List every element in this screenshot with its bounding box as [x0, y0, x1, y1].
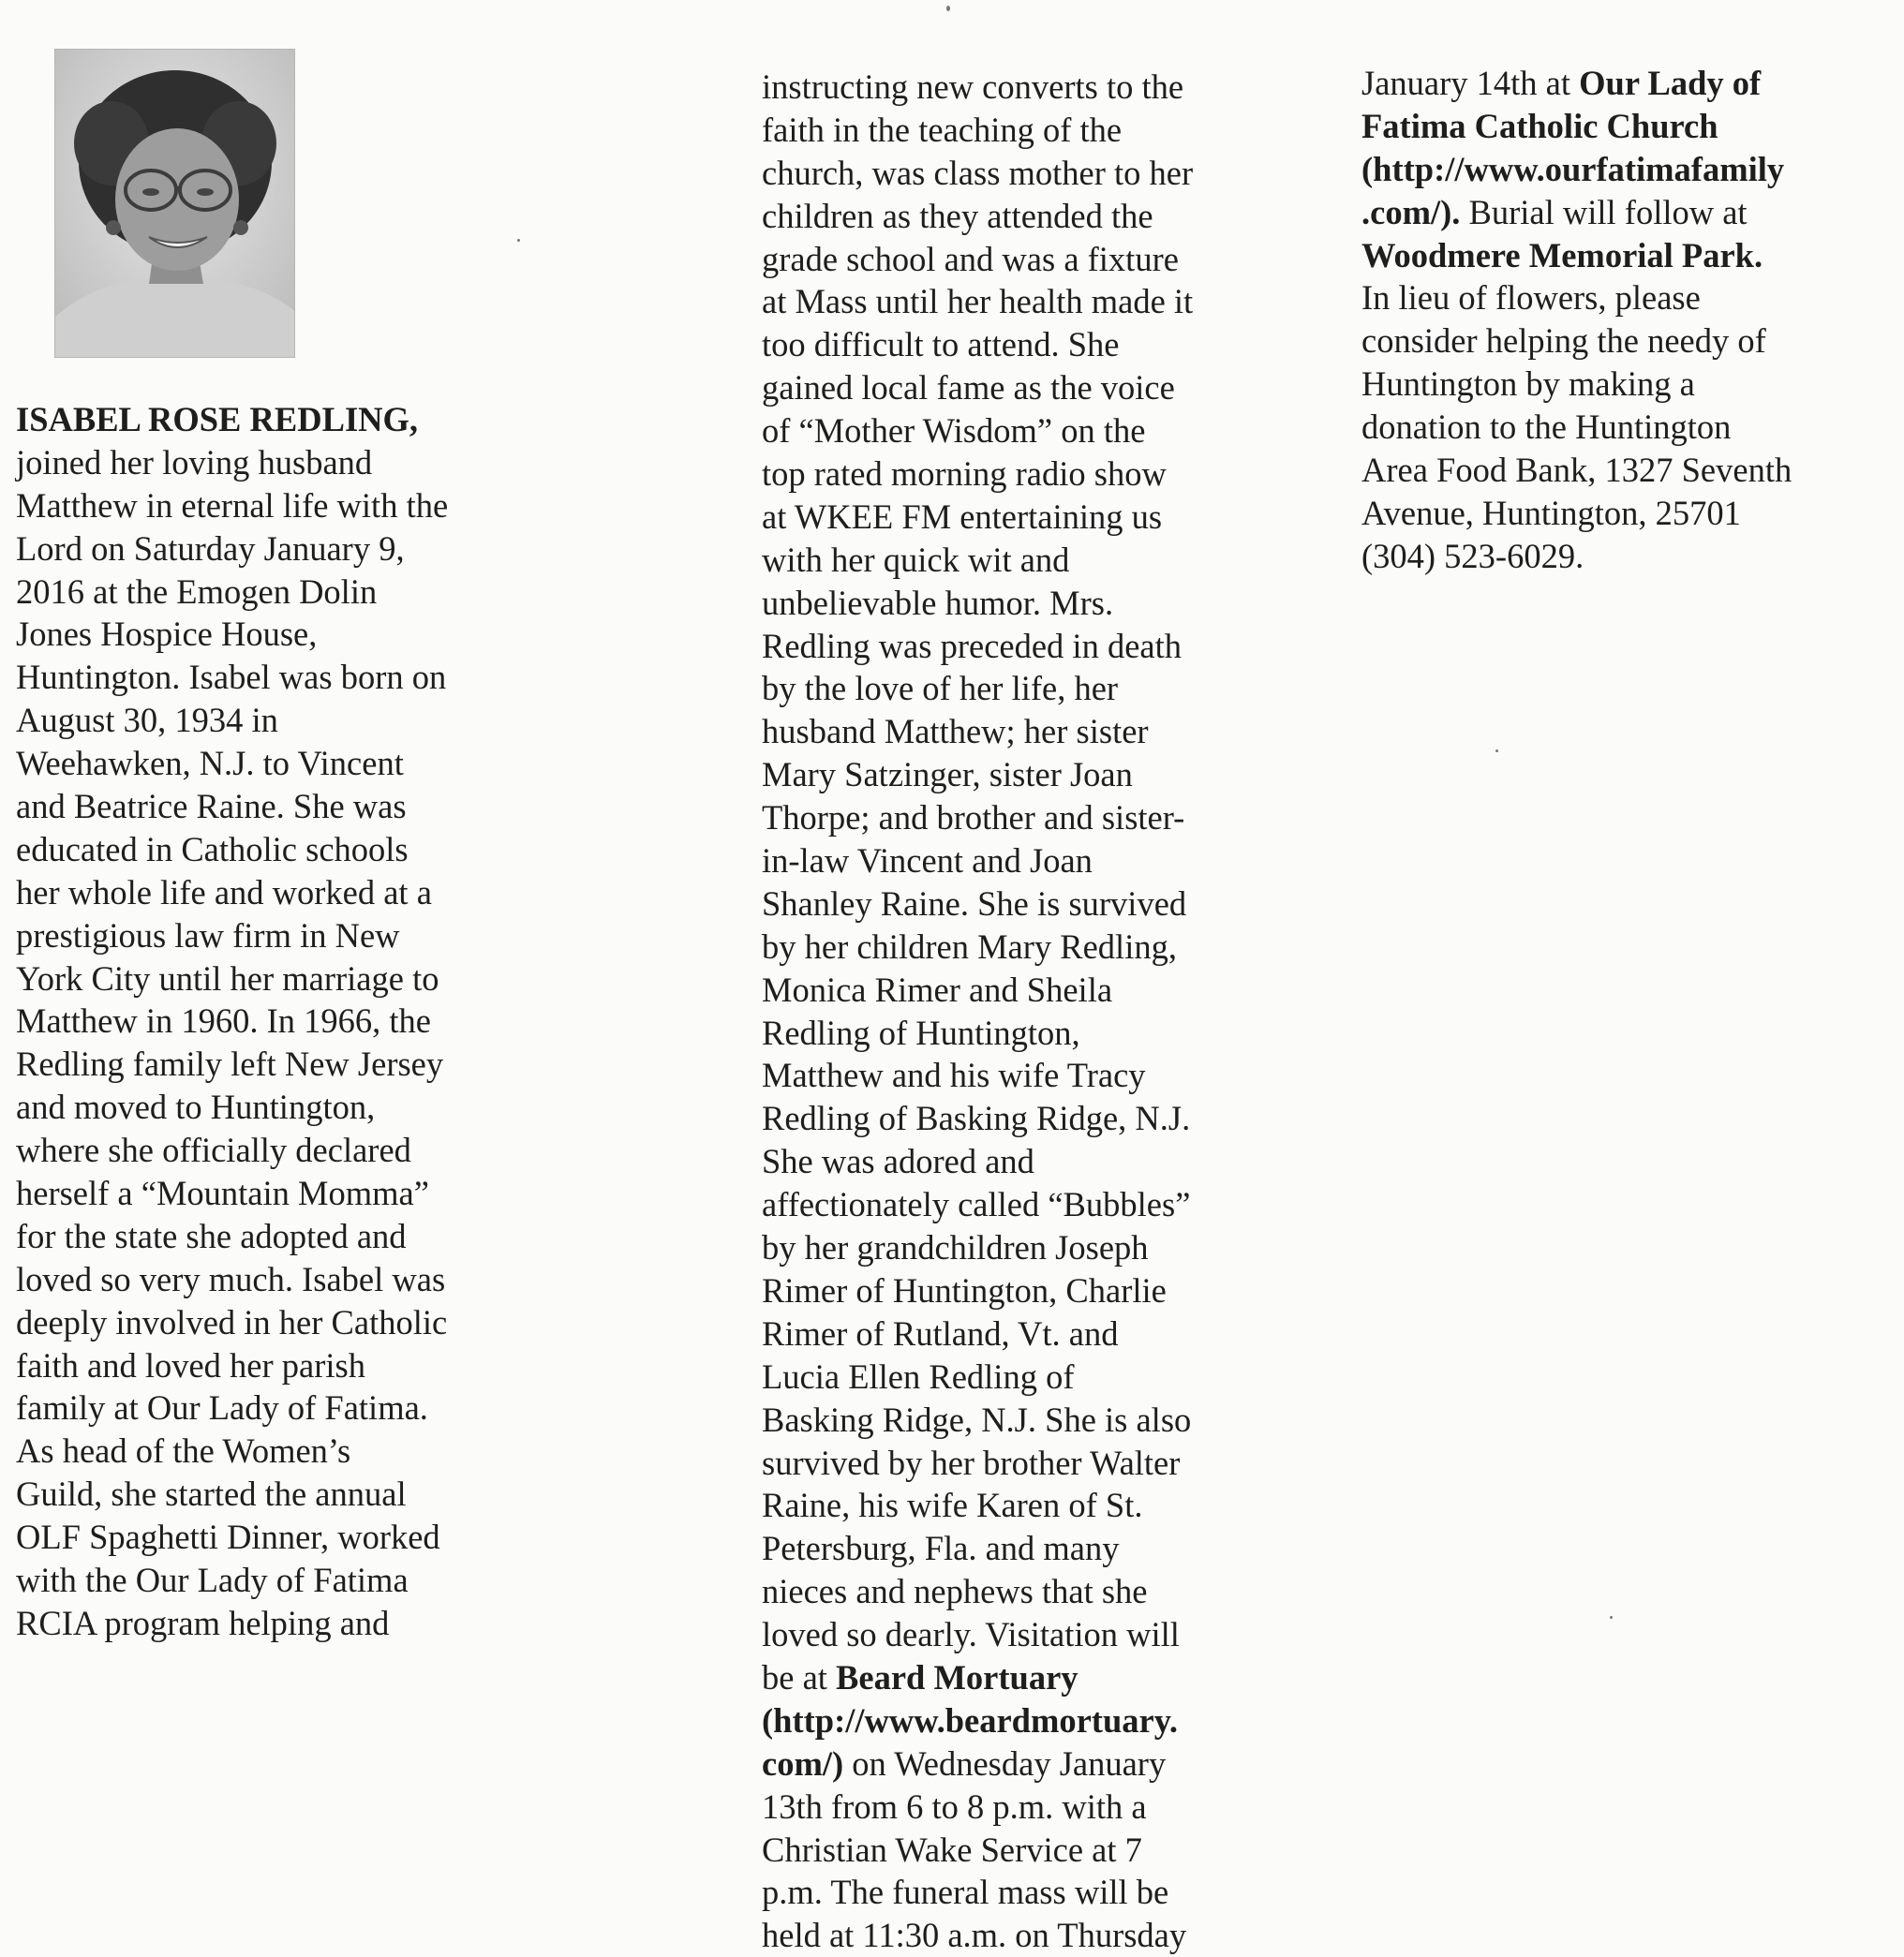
text-line: [762, 1527, 1249, 1570]
text-segment: of “Mother Wisdom” on the: [762, 411, 1146, 451]
text-segment: by the love of her life, her: [762, 669, 1119, 708]
text-segment: Weehawken, N.J. to Vincent: [16, 744, 404, 783]
text-line: [16, 828, 503, 871]
text-segment: faith and loved her parish: [16, 1345, 365, 1385]
text-line: [762, 1442, 1249, 1485]
text-segment: faith in the teaching of the: [762, 110, 1123, 149]
text-line: [16, 1559, 503, 1602]
text-line: [16, 1043, 503, 1086]
text-segment: for the state she adopted and: [16, 1216, 407, 1255]
text-line: [1361, 276, 1849, 319]
text-line: [16, 1386, 503, 1430]
text-segment: Redling of Basking Ridge, N.J.: [762, 1099, 1191, 1138]
bold-text-segment: ISABEL ROSE REDLING,: [16, 400, 419, 438]
text-segment: Mary Satzinger, sister Joan: [762, 755, 1133, 794]
text-line: [1361, 492, 1849, 535]
text-line: [16, 1602, 503, 1645]
text-segment: As head of the Women’s: [16, 1431, 351, 1471]
text-segment: loved so dearly. Visitation will: [762, 1615, 1180, 1654]
text-line: [762, 753, 1249, 796]
text-segment: Guild, she started the annual: [16, 1475, 407, 1514]
text-line: [762, 710, 1249, 753]
text-segment: Area Food Bank, 1327 Seventh: [1361, 451, 1792, 490]
scan-speck: [517, 239, 520, 242]
text-segment: p.m. The funeral mass will be: [762, 1873, 1169, 1912]
text-segment: loved so very much. Isabel was: [16, 1259, 446, 1298]
text-line: [762, 1484, 1249, 1527]
text-segment: Huntington. Isabel was born on: [16, 658, 447, 697]
text-segment: church, was class mother to her: [762, 153, 1194, 192]
text-segment: Matthew and his wife Tracy: [762, 1056, 1146, 1095]
text-line: [16, 571, 503, 614]
text-line: [1361, 234, 1849, 277]
text-segment: Lucia Ellen Redling of: [762, 1357, 1075, 1396]
text-line: [16, 527, 503, 571]
text-line: [16, 441, 503, 484]
text-line: [16, 1172, 503, 1215]
text-segment: RCIA program helping and: [16, 1603, 390, 1642]
bold-text-segment: (http://www.ourfatimafamily: [1361, 149, 1785, 188]
bold-text-segment: Our Lady of: [1579, 64, 1762, 102]
text-line: [762, 152, 1249, 195]
text-line: [1361, 319, 1849, 363]
text-line: [762, 195, 1249, 238]
text-segment: donation to the Huntington: [1361, 408, 1732, 447]
text-line: [16, 1258, 503, 1301]
text-line: [1361, 62, 1849, 105]
text-line: [762, 323, 1249, 366]
text-segment: January 14th at: [1361, 64, 1580, 102]
text-line: [762, 539, 1249, 582]
text-line: [1361, 191, 1849, 234]
text-segment: Christian Wake Service at 7: [762, 1830, 1142, 1869]
text-segment: Matthew in 1960. In 1966, the: [16, 1001, 432, 1041]
text-segment: too difficult to attend. She: [762, 325, 1120, 364]
text-segment: 13th from 6 to 8 p.m. with a: [762, 1787, 1147, 1826]
text-segment: Avenue, Huntington, 25701: [1361, 493, 1741, 532]
text-segment: instructing new converts to the: [762, 67, 1184, 106]
text-segment: August 30, 1934 in: [16, 701, 278, 740]
text-line: [762, 926, 1249, 969]
text-segment: by her children Mary Redling,: [762, 927, 1177, 966]
text-segment: Huntington by making a: [1361, 364, 1695, 404]
text-segment: (304) 523-6029.: [1361, 536, 1584, 575]
text-segment: Redling of Huntington,: [762, 1013, 1080, 1052]
text-segment: Rimer of Rutland, Vt. and: [762, 1313, 1119, 1353]
text-line: [762, 1183, 1249, 1226]
text-line: [762, 1097, 1249, 1140]
text-segment: prestigious law firm in New: [16, 915, 400, 955]
text-line: [762, 582, 1249, 625]
bold-text-segment: Woodmere Memorial Park.: [1361, 235, 1763, 274]
text-segment: at WKEE FM entertaining us: [762, 497, 1163, 536]
text-line: [762, 1570, 1249, 1613]
text-line: [762, 1399, 1249, 1442]
text-segment: top rated morning radio show: [762, 454, 1167, 494]
text-line: [762, 1613, 1249, 1656]
text-segment: consider helping the needy of: [1361, 321, 1766, 361]
text-segment: Basking Ridge, N.J. She is also: [762, 1400, 1192, 1439]
text-segment: where she officially declared: [16, 1131, 411, 1170]
bold-text-segment: (http://www.beardmortuary.: [762, 1700, 1179, 1740]
scan-speck: [946, 6, 950, 11]
text-segment: nieces and nephews that she: [762, 1572, 1148, 1611]
text-line: [16, 785, 503, 828]
text-segment: grade school and was a fixture: [762, 239, 1179, 278]
text-segment: York City until her marriage to: [16, 958, 439, 998]
text-line: [16, 656, 503, 699]
text-line: [16, 1344, 503, 1387]
text-line: [762, 496, 1249, 539]
text-segment: Redling family left New Jersey: [16, 1045, 444, 1084]
text-segment: at Mass until her health made it: [762, 282, 1194, 321]
text-line: [762, 1054, 1249, 1097]
bold-text-segment: Fatima Catholic Church: [1361, 106, 1718, 145]
text-line: [762, 1742, 1249, 1786]
text-segment: Shanley Raine. She is survived: [762, 883, 1187, 923]
text-line: [16, 484, 503, 527]
text-segment: Petersburg, Fla. and many: [762, 1529, 1120, 1568]
text-segment: Lord on Saturday January 9,: [16, 528, 405, 568]
text-segment: She was adored and: [762, 1142, 1034, 1181]
text-segment: by her grandchildren Joseph: [762, 1228, 1149, 1268]
text-segment: Matthew in eternal life with the: [16, 485, 449, 525]
text-segment: 2016 at the Emogen Dolin: [16, 571, 378, 611]
text-line: [1361, 148, 1849, 191]
text-segment: family at Our Lady of Fatima.: [16, 1388, 428, 1428]
bold-text-segment: .com/).: [1361, 192, 1461, 231]
text-line: [16, 1301, 503, 1344]
text-line: [762, 969, 1249, 1012]
text-line: [1361, 406, 1849, 449]
text-segment: on Wednesday January: [843, 1743, 1167, 1783]
obituary-column-3: [1361, 62, 1849, 578]
text-line: [1361, 105, 1849, 148]
portrait-photo: [54, 49, 295, 358]
text-line: [762, 625, 1249, 668]
text-segment: Jones Hospice House,: [16, 615, 318, 654]
bold-text-segment: com/): [762, 1743, 844, 1783]
text-segment: and moved to Huntington,: [16, 1088, 376, 1127]
text-line: [762, 839, 1249, 882]
text-segment: unbelievable humor. Mrs.: [762, 583, 1114, 622]
text-segment: educated in Catholic schools: [16, 829, 409, 868]
text-segment: Rimer of Huntington, Charlie: [762, 1270, 1167, 1310]
text-line: [762, 1786, 1249, 1829]
text-line: [762, 409, 1249, 452]
obituary-column-1: [16, 398, 503, 1645]
scan-speck: [1610, 1616, 1613, 1619]
text-line: [762, 1699, 1249, 1742]
text-line: [16, 699, 503, 742]
text-line: [762, 1914, 1249, 1957]
text-segment: Monica Rimer and Sheila: [762, 970, 1113, 1009]
text-line: [762, 66, 1249, 109]
text-line: [16, 957, 503, 1001]
text-segment: joined her loving husband: [16, 442, 373, 482]
text-segment: Burial will follow at: [1460, 192, 1748, 231]
text-segment: with the Our Lady of Fatima: [16, 1561, 409, 1600]
text-line: [762, 1269, 1249, 1312]
text-segment: be at: [762, 1657, 837, 1697]
text-line: [16, 613, 503, 656]
text-segment: survived by her brother Walter: [762, 1443, 1181, 1482]
text-segment: deeply involved in her Catholic: [16, 1302, 448, 1342]
text-line: [762, 882, 1249, 926]
text-line: [16, 1000, 503, 1043]
text-line: [16, 1473, 503, 1516]
text-segment: in-law Vincent and Joan: [762, 841, 1093, 881]
text-segment: with her quick wit and: [762, 540, 1070, 579]
text-line: [1361, 449, 1849, 492]
text-segment: gained local fame as the voice: [762, 368, 1175, 408]
text-segment: Raine, his wife Karen of St.: [762, 1486, 1143, 1525]
obituary-column-2: [762, 66, 1249, 1957]
text-line: [762, 1656, 1249, 1699]
text-line: [762, 452, 1249, 496]
text-line: [1361, 535, 1849, 578]
text-line: [762, 109, 1249, 152]
text-segment: OLF Spaghetti Dinner, worked: [16, 1518, 440, 1557]
text-line: [1361, 363, 1849, 406]
text-segment: husband Matthew; her sister: [762, 712, 1149, 751]
text-line: [16, 1086, 503, 1129]
text-line: [762, 238, 1249, 281]
text-segment: her whole life and worked at a: [16, 872, 432, 912]
text-segment: Thorpe; and brother and sister-: [762, 798, 1185, 838]
bold-text-segment: Beard Mortuary: [836, 1657, 1078, 1697]
text-line: [762, 667, 1249, 710]
text-line: [16, 1215, 503, 1258]
text-segment: In lieu of flowers, please: [1361, 278, 1701, 318]
text-segment: Redling was preceded in death: [762, 626, 1182, 665]
text-segment: herself a “Mountain Momma”: [16, 1174, 429, 1213]
text-line: [762, 1140, 1249, 1183]
text-line: [762, 1356, 1249, 1399]
scan-speck: [1495, 749, 1498, 752]
text-line: [762, 280, 1249, 323]
text-line: [16, 1129, 503, 1172]
text-line: [762, 1312, 1249, 1356]
text-line: [16, 1516, 503, 1559]
text-segment: children as they attended the: [762, 196, 1153, 235]
text-line: [762, 1012, 1249, 1055]
text-line: [16, 914, 503, 957]
text-line: [762, 366, 1249, 409]
text-line: [762, 1226, 1249, 1269]
text-line: [16, 742, 503, 785]
text-segment: affectionately called “Bubbles”: [762, 1185, 1191, 1224]
text-line: [762, 1871, 1249, 1914]
text-line: [762, 1829, 1249, 1872]
text-segment: and Beatrice Raine. She was: [16, 787, 407, 826]
text-segment: held at 11:30 a.m. on Thursday: [762, 1916, 1187, 1955]
text-line: [762, 796, 1249, 839]
text-line: [16, 871, 503, 914]
text-line: [16, 398, 503, 441]
text-line: [16, 1430, 503, 1473]
